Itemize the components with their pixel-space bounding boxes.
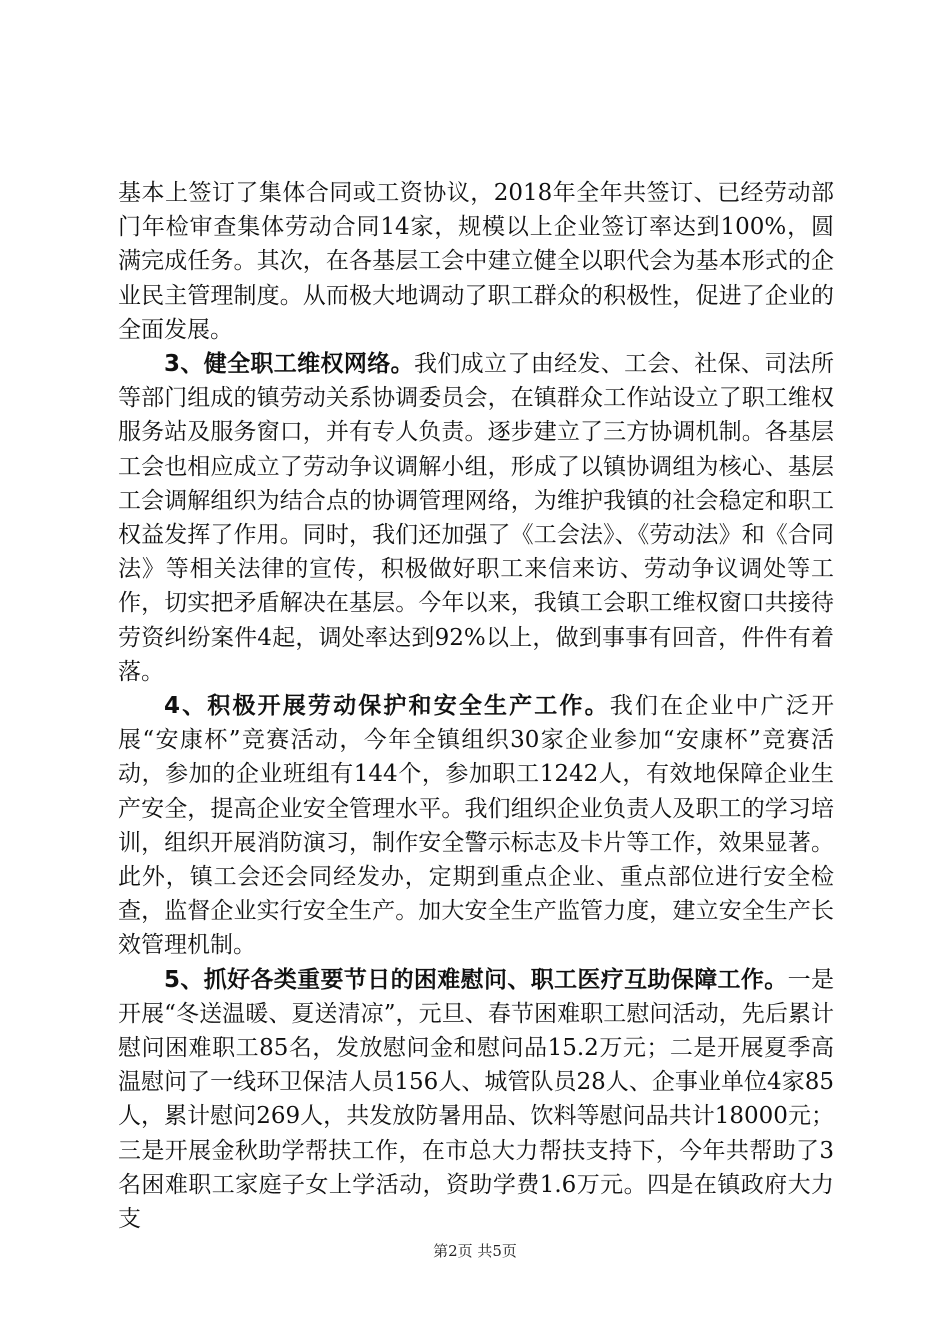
paragraph-section-3 bbox=[118, 347, 834, 689]
paragraph-text: 我们在企业中广泛开展“安康杯”竞赛活动，今年全镇组织30家企业参加“安康杯”竞赛活动，参加的企业班组有144个，参加职工1242人，有效地保障企业生产安全，提高企业安全管理水平。我们组织企业负责人及职工的学习培训，组织开展消防演习，制作安全警示标志及卡片等工作，效果显著。此外，镇工会还会同经发办，定期到重点企业、重点部位进行安全检查，监督企业实行安全生产。加大安全生产监管力度，建立安全生产长效管理机制。 bbox=[118, 693, 834, 959]
paragraph-text: 一是开展“冬送温暖、夏送清凉”，元旦、春节困难职工慰问活动，先后累计慰问困难职工85名，发放慰问金和慰问品15.2万元；二是开展夏季高温慰问了一线环卫保洁人员156人、城管队员28人、企事业单位4家85人，累计慰问269人，共发放防暑用品、饮料等慰问品共计18000元；三是开展金秋助学帮扶工作，在市总大力帮扶支持下，今年共帮助了3名困难职工家庭子女上学活动，资助学费1.6万元。四是在镇政府大力支 bbox=[118, 966, 834, 1233]
paragraph-continuation bbox=[118, 176, 834, 347]
paragraph-section-5 bbox=[118, 963, 834, 1237]
paragraph-text: 我们成立了由经发、工会、社保、司法所等部门组成的镇劳动关系协调委员会，在镇群众工作站设立了职工维权服务站及服务窗口，并有专人负责。逐步建立了三方协调机制。各基层工会也相应成立了劳动争议调解小组，形成了以镇协调组为核心、基层工会调解组织为结合点的协调管理网络，为维护我镇的社会稳定和职工权益发挥了作用。同时，我们还加强了《工会法》、《劳动法》和《合同法》等相关法律的宣传，积极做好职工来信来访、劳动争议调处等工作，切实把矛盾解决在基层。今年以来，我镇工会职工维权窗口共接待劳资纠纷案件4起，调处率达到92%以上，做到事事有回音，件件有着落。 bbox=[118, 351, 834, 685]
paragraph-text: 基本上签订了集体合同或工资协议，2018年全年共签订、已经劳动部门年检审查集体劳动合同14家，规模以上企业签订率达到100%，圆满完成任务。其次，在各基层工会中建立健全以职代会为基本形式的企业民主管理制度。从而极大地调动了职工群众的积极性，促进了企业的全面发展。 bbox=[118, 180, 834, 343]
page-number-label: 第2页 共5页 bbox=[433, 1242, 517, 1260]
document-body bbox=[118, 176, 834, 1236]
section-heading-3: 3、健全职工维权网络。 bbox=[164, 351, 414, 378]
page-footer bbox=[0, 1240, 950, 1261]
paragraph-section-4 bbox=[118, 689, 834, 963]
section-heading-4: 4、积极开展劳动保护和安全生产工作。 bbox=[164, 693, 610, 720]
section-heading-5: 5、抓好各类重要节日的困难慰问、职工医疗互助保障工作。 bbox=[164, 966, 788, 993]
